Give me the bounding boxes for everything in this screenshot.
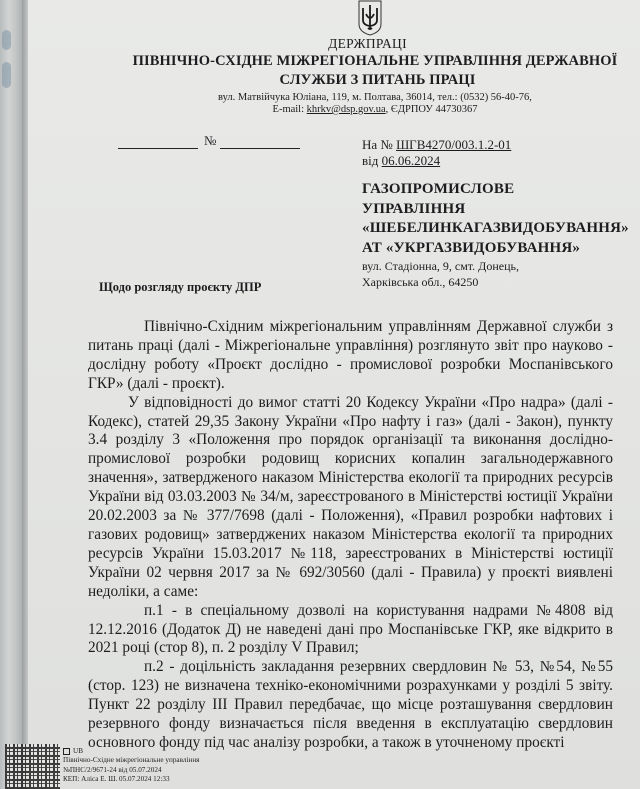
recipient-address-line: Харківська обл., 64250 [362, 275, 479, 289]
number-symbol: № [204, 133, 217, 148]
stamp-reg-number: №ПНС/2/9671-24 від 05.07.2024 [63, 765, 162, 774]
recipient-name [362, 180, 629, 258]
body-paragraph: п.1 - в спеціальному дозволі на користування надрами №4808 від 12.12.2016 (Додаток Д) не наведені дані про Моспанівське ГКР, яке відкрито в 2021 році (стор 8), п. 2 розділу V Правил; [88, 601, 613, 657]
body-paragraph: п.2 - доцільність закладання резервних свердловин № 53, №54, №55 (стор. 123) не визначена техніко-економічними розрахунками у розділі 5 звіту. Пункт 22 розділу III Правил передбачає, що місце розташування свердловин резервного фонду визначається після введення в експлуатацію свердловин основного фонду під час аналізу розробки, а також в уточненому проєкті [88, 658, 613, 751]
org-contacts [0, 104, 640, 115]
stamp-code: UB [73, 747, 83, 755]
recipient-line: УПРАВЛІННЯ [362, 200, 466, 217]
org-name-line-1: ПІВНІЧНО-СХІДНЕ МІЖРЕГІОНАЛЬНЕ УПРАВЛІННЯ ДЕРЖАВНОЇ [132, 53, 618, 69]
trident-coat-of-arms-icon [357, 0, 383, 36]
letter-subject: Щодо розгляду проєкту ДПР [99, 280, 262, 294]
body-paragraph: У відповідності до вимог статті 20 Кодексу України «Про надра» (далі - Кодекс), статей 29,35 Закону України «Про нафту і газ» (далі - Закон), пункту 3.4 розділу 3 «Положення про порядок організації та виконання дослідно-промислової розробки родовищ корисних копалин загальнодержавного значення», затвердженого наказом Міністерства екології та природних ресурсів України від 03.03.2003 № 34/м, зареєстрованого в Міністерстві юстиції України 20.02.2003 за № 377/7698 (далі - Положення), «Правил розробки нафтових і газових родовищ» затверджених наказом Міністерства екології та природних ресурсів України 15.03.2017 №118, зареєстрованих в Міністерстві юстиції України 02 червня 2017 за № 692/30560 (далі - Правила) у проєкті виявлені недоліки, а саме: [88, 393, 613, 600]
qr-code-icon [5, 744, 60, 789]
reference-date-row [362, 153, 511, 169]
reference-block [362, 137, 511, 169]
reference-date: 06.06.2024 [381, 153, 441, 168]
stamp-org: Північно-Східне міжрегіональне управління [63, 756, 200, 765]
recipient-address-line: вул. Стадіонна, 9, смт. Донець, [362, 259, 519, 273]
reference-number: ШГВ4270/003.1.2-01 [396, 137, 512, 152]
stamp-signature: КЕП: Аліса Е. Ш. 05.07.2024 12:33 [63, 774, 170, 783]
binder-edge [0, 0, 22, 789]
date-blank [118, 137, 198, 149]
reference-date-prefix: від [362, 153, 382, 168]
letter-body [88, 318, 613, 753]
reference-prefix: На № [362, 137, 397, 152]
email-label: E-mail: [272, 104, 307, 115]
org-name-line-2: СЛУЖБИ З ПИТАНЬ ПРАЦІ [279, 72, 476, 88]
registration-line [118, 133, 300, 149]
agency-name: ДЕРЖПРАЦІ [328, 36, 407, 51]
edrpou: , ЄДРПОУ 44730367 [385, 104, 478, 115]
recipient-line: «ШЕБЕЛИНКАГАЗВИДОБУВАННЯ» [362, 220, 629, 236]
org-address: вул. Матвійчука Юліана, 119, м. Полтава, 36014, тел.: (0532) 56-40-76, [218, 92, 532, 103]
stamp-code-row [63, 747, 200, 756]
recipient-line: АТ «УКРГАЗВИДОБУВАННЯ» [362, 239, 581, 256]
electronic-registration-stamp [5, 744, 200, 789]
email-link[interactable]: khrkv@dsp.gov.ua [306, 104, 386, 115]
recipient-line: ГАЗОПРОМИСЛОВЕ [362, 181, 515, 197]
square-icon [63, 748, 70, 755]
number-blank [220, 137, 300, 149]
body-paragraph: Північно-Східним міжрегіональним управлінням Державної служби з питань праці (далі - Міжрегіональне управління) розглянуто звіт про науково - дослідну роботу «Проєкт дослідно - промислової розробки Моспанівського ГКР» (далі - проєкт). [88, 318, 613, 392]
reference-number-row [362, 137, 511, 153]
recipient-address [362, 258, 519, 290]
stamp-text [63, 744, 200, 789]
